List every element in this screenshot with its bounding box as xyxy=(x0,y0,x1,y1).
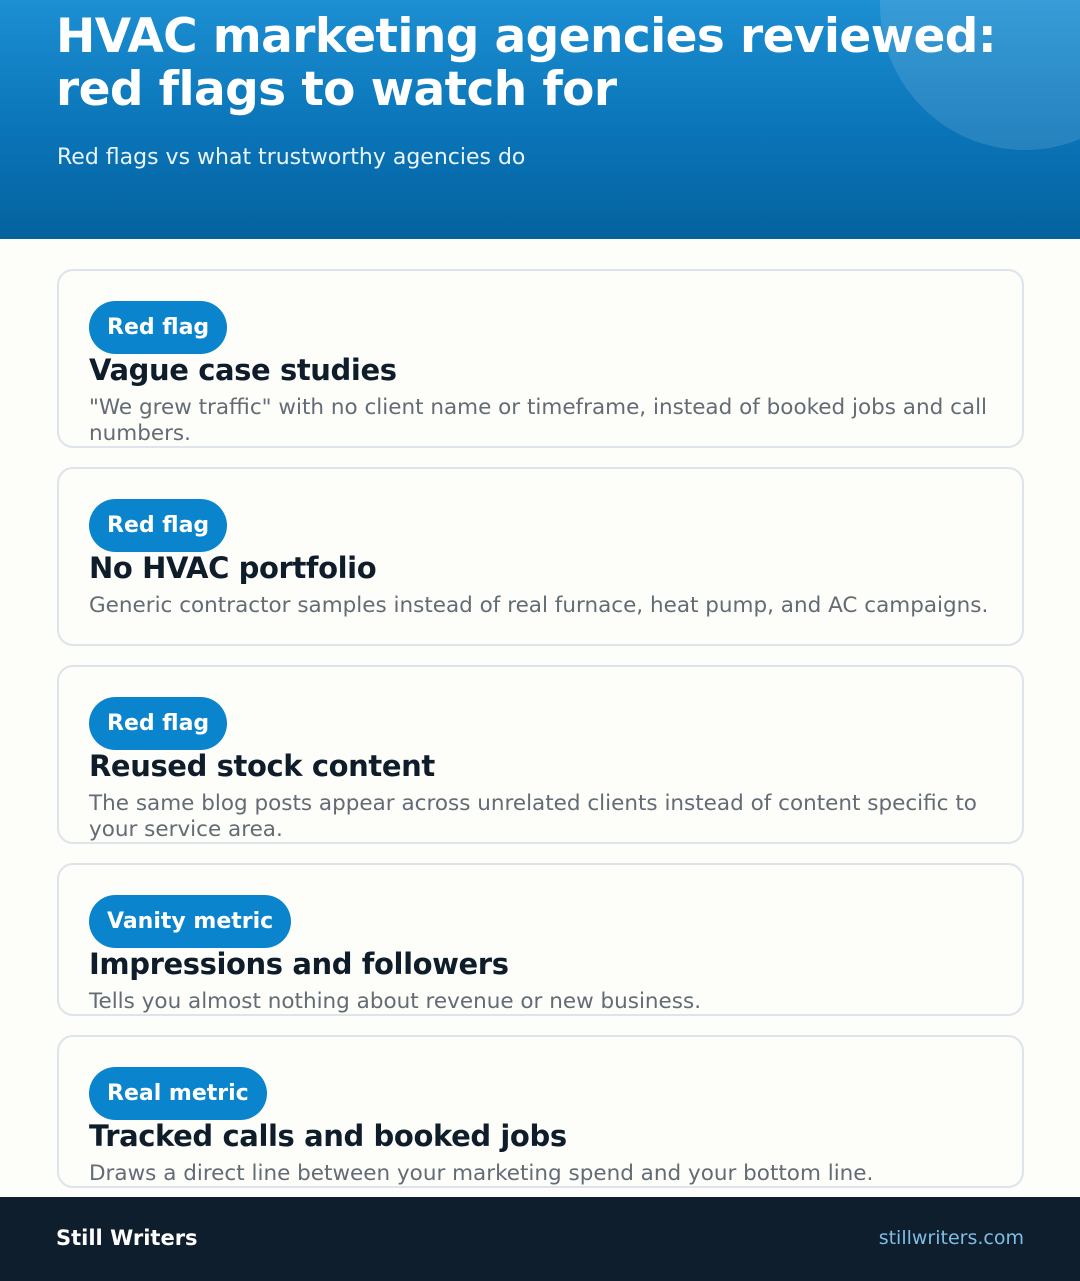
card-title: Impressions and followers xyxy=(89,947,509,981)
website-link[interactable]: stillwriters.com xyxy=(878,1227,1024,1249)
card-tracked-calls xyxy=(57,1035,1024,1188)
card-title: Tracked calls and booked jobs xyxy=(89,1119,567,1153)
badge-vanity-metric: Vanity metric xyxy=(89,895,291,948)
card-title: Reused stock content xyxy=(89,749,435,783)
page-title: HVAC marketing agencies reviewed: red flags to watch for xyxy=(56,9,997,117)
brand-name: Still Writers xyxy=(56,1226,198,1250)
card-description: "We grew traffic" with no client name or timeframe, instead of booked jobs and call numbers. xyxy=(89,395,988,446)
header-banner xyxy=(0,0,1080,239)
card-description: The same blog posts appear across unrelated clients instead of content specific to your service area. xyxy=(89,791,977,842)
badge-red-flag: Red flag xyxy=(89,499,227,552)
badge-red-flag: Red flag xyxy=(89,301,227,354)
card-impressions-followers xyxy=(57,863,1024,1016)
card-vague-case-studies xyxy=(57,269,1024,448)
card-description: Tells you almost nothing about revenue or new business. xyxy=(89,989,702,1014)
badge-real-metric: Real metric xyxy=(89,1067,267,1120)
card-title: No HVAC portfolio xyxy=(89,551,377,585)
card-reused-stock-content xyxy=(57,665,1024,844)
card-description: Draws a direct line between your marketing spend and your bottom line. xyxy=(89,1161,874,1186)
badge-red-flag: Red flag xyxy=(89,697,227,750)
card-title: Vague case studies xyxy=(89,353,397,387)
page-subtitle: Red flags vs what trustworthy agencies do xyxy=(57,145,526,170)
footer-bar xyxy=(0,1197,1080,1281)
card-description: Generic contractor samples instead of real furnace, heat pump, and AC campaigns. xyxy=(89,593,989,618)
card-no-hvac-portfolio xyxy=(57,467,1024,646)
